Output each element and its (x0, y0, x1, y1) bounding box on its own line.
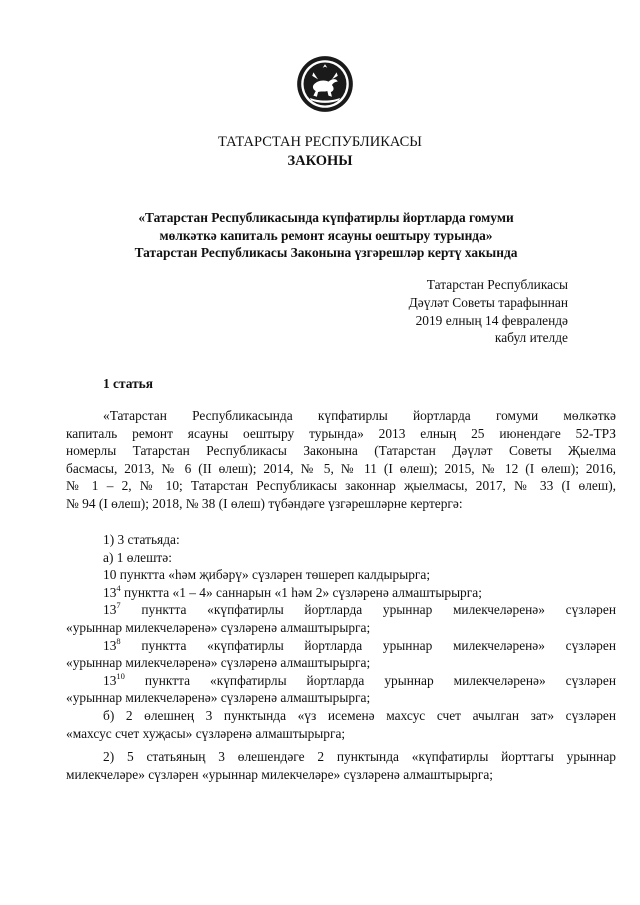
item-2-line: милекчеләре» сүзләрен «урыннар милекчеләре» сүзләренә алмаштырырга; (66, 766, 493, 782)
sub-item-b: б) 2 өлешнең 3 пунктында «үз исеменә махсус счет ачылган зат» сүзләрен (103, 707, 616, 723)
intro-line: номерлы Татарстан Республикасы Законына (Татарстан Дәүләт Советы Җыелма (66, 443, 616, 459)
amendment-item-2 (66, 748, 616, 783)
republic-heading: ТАТАРСТАН РЕСПУБЛИКАСЫ (218, 134, 422, 150)
point-superscript: 7 (116, 600, 121, 611)
law-title-line: Татарстан Республикасы Законына үзгәрешләр кертү хакында (134, 245, 518, 260)
point-13-10 (66, 672, 616, 690)
intro-line: № 94 (I өлеш); 2018, № 38 (I өлеш) түбәндәге үзгәрешләрне кертергә: (66, 495, 463, 511)
point-text: пунктта «1 – 4» саннарын «1 һәм 2» сүзләренә алмаштырырга; (120, 584, 482, 600)
law-title-line: «Татарстан Республикасында күпфатирлы йортларда гомуми (138, 210, 514, 225)
law-heading: ЗАКОНЫ (287, 153, 353, 169)
amendment-item-1 (66, 531, 616, 742)
law-title-line: мөлкәткә капиталь ремонт ясауны оештыру турында» (159, 227, 493, 243)
adoption-line: Татарстан Республикасы (426, 277, 568, 292)
point-number: 13 (103, 637, 117, 653)
point-text-continued: «урыннар милекчеләренә» сүзләренә алмаштырырга; (66, 655, 371, 671)
point-number: 13 (103, 584, 117, 600)
adoption-line: 2019 елның 14 февралендә (415, 312, 568, 328)
adoption-note (409, 276, 568, 347)
point-text: пунктта «күпфатирлы йортларда урыннар милекчеләренә» сүзләрен (120, 602, 616, 618)
adoption-line: Дәүләт Советы тарафыннан (408, 294, 568, 310)
point-superscript: 4 (116, 582, 121, 593)
sub-item-b-continued: «махсус счет хуҗасы» сүзләренә алмаштырырга; (66, 725, 346, 741)
point-number: 13 (103, 672, 117, 688)
point-text: пунктта «күпфатирлы йортларда урыннар милекчеләренә» сүзләрен (124, 672, 616, 688)
point-text-continued: «урыннар милекчеләренә» сүзләренә алмаштырырга; (66, 619, 371, 635)
intro-line: басмасы, 2013, № 6 (II өлеш); 2014, № 5, № 11 (I өлеш); 2015, № 12 (I өлеш); 2016, (66, 460, 616, 476)
law-title (96, 209, 556, 262)
item-2-line: 2) 5 статьяның 3 өлешендәге 2 пунктында «күпфатирлы йорттагы урыннар (103, 749, 616, 764)
intro-line: № 1 – 2, № 10; Татарстан Республикасы законнар җыелмасы, 2017, № 33 (I өлеш), (66, 478, 616, 494)
point-10: 10 пунктта «һәм җибәрү» сүзләрен төшереп калдырырга; (103, 567, 431, 583)
point-text-continued: «урыннар милекчеләренә» сүзләренә алмаштырырга; (66, 690, 371, 706)
point-text: пунктта «күпфатирлы йортларда урыннар милекчеләренә» сүзләрен (120, 637, 616, 653)
adoption-line: кабул ителде (494, 330, 568, 346)
sub-item-a: а) 1 өлештә: (103, 549, 172, 565)
item-title: 1) 3 статьяда: (103, 532, 180, 547)
tatarstan-emblem-icon (296, 55, 354, 113)
intro-line: «Татарстан Республикасында күпфатирлы йортларда гомуми мөлкәткә (103, 408, 616, 423)
point-13-8 (66, 637, 616, 655)
point-13-4 (66, 584, 616, 602)
article-intro (66, 407, 616, 513)
point-superscript: 10 (116, 670, 125, 681)
point-superscript: 8 (116, 635, 121, 646)
point-number: 13 (103, 602, 117, 618)
intro-line: капиталь ремонт ясауны оештыру турында» 2013 елның 25 июнендәге 52-ТРЗ (66, 425, 616, 441)
point-13-7 (66, 601, 616, 619)
article-heading: 1 статья (103, 376, 153, 391)
